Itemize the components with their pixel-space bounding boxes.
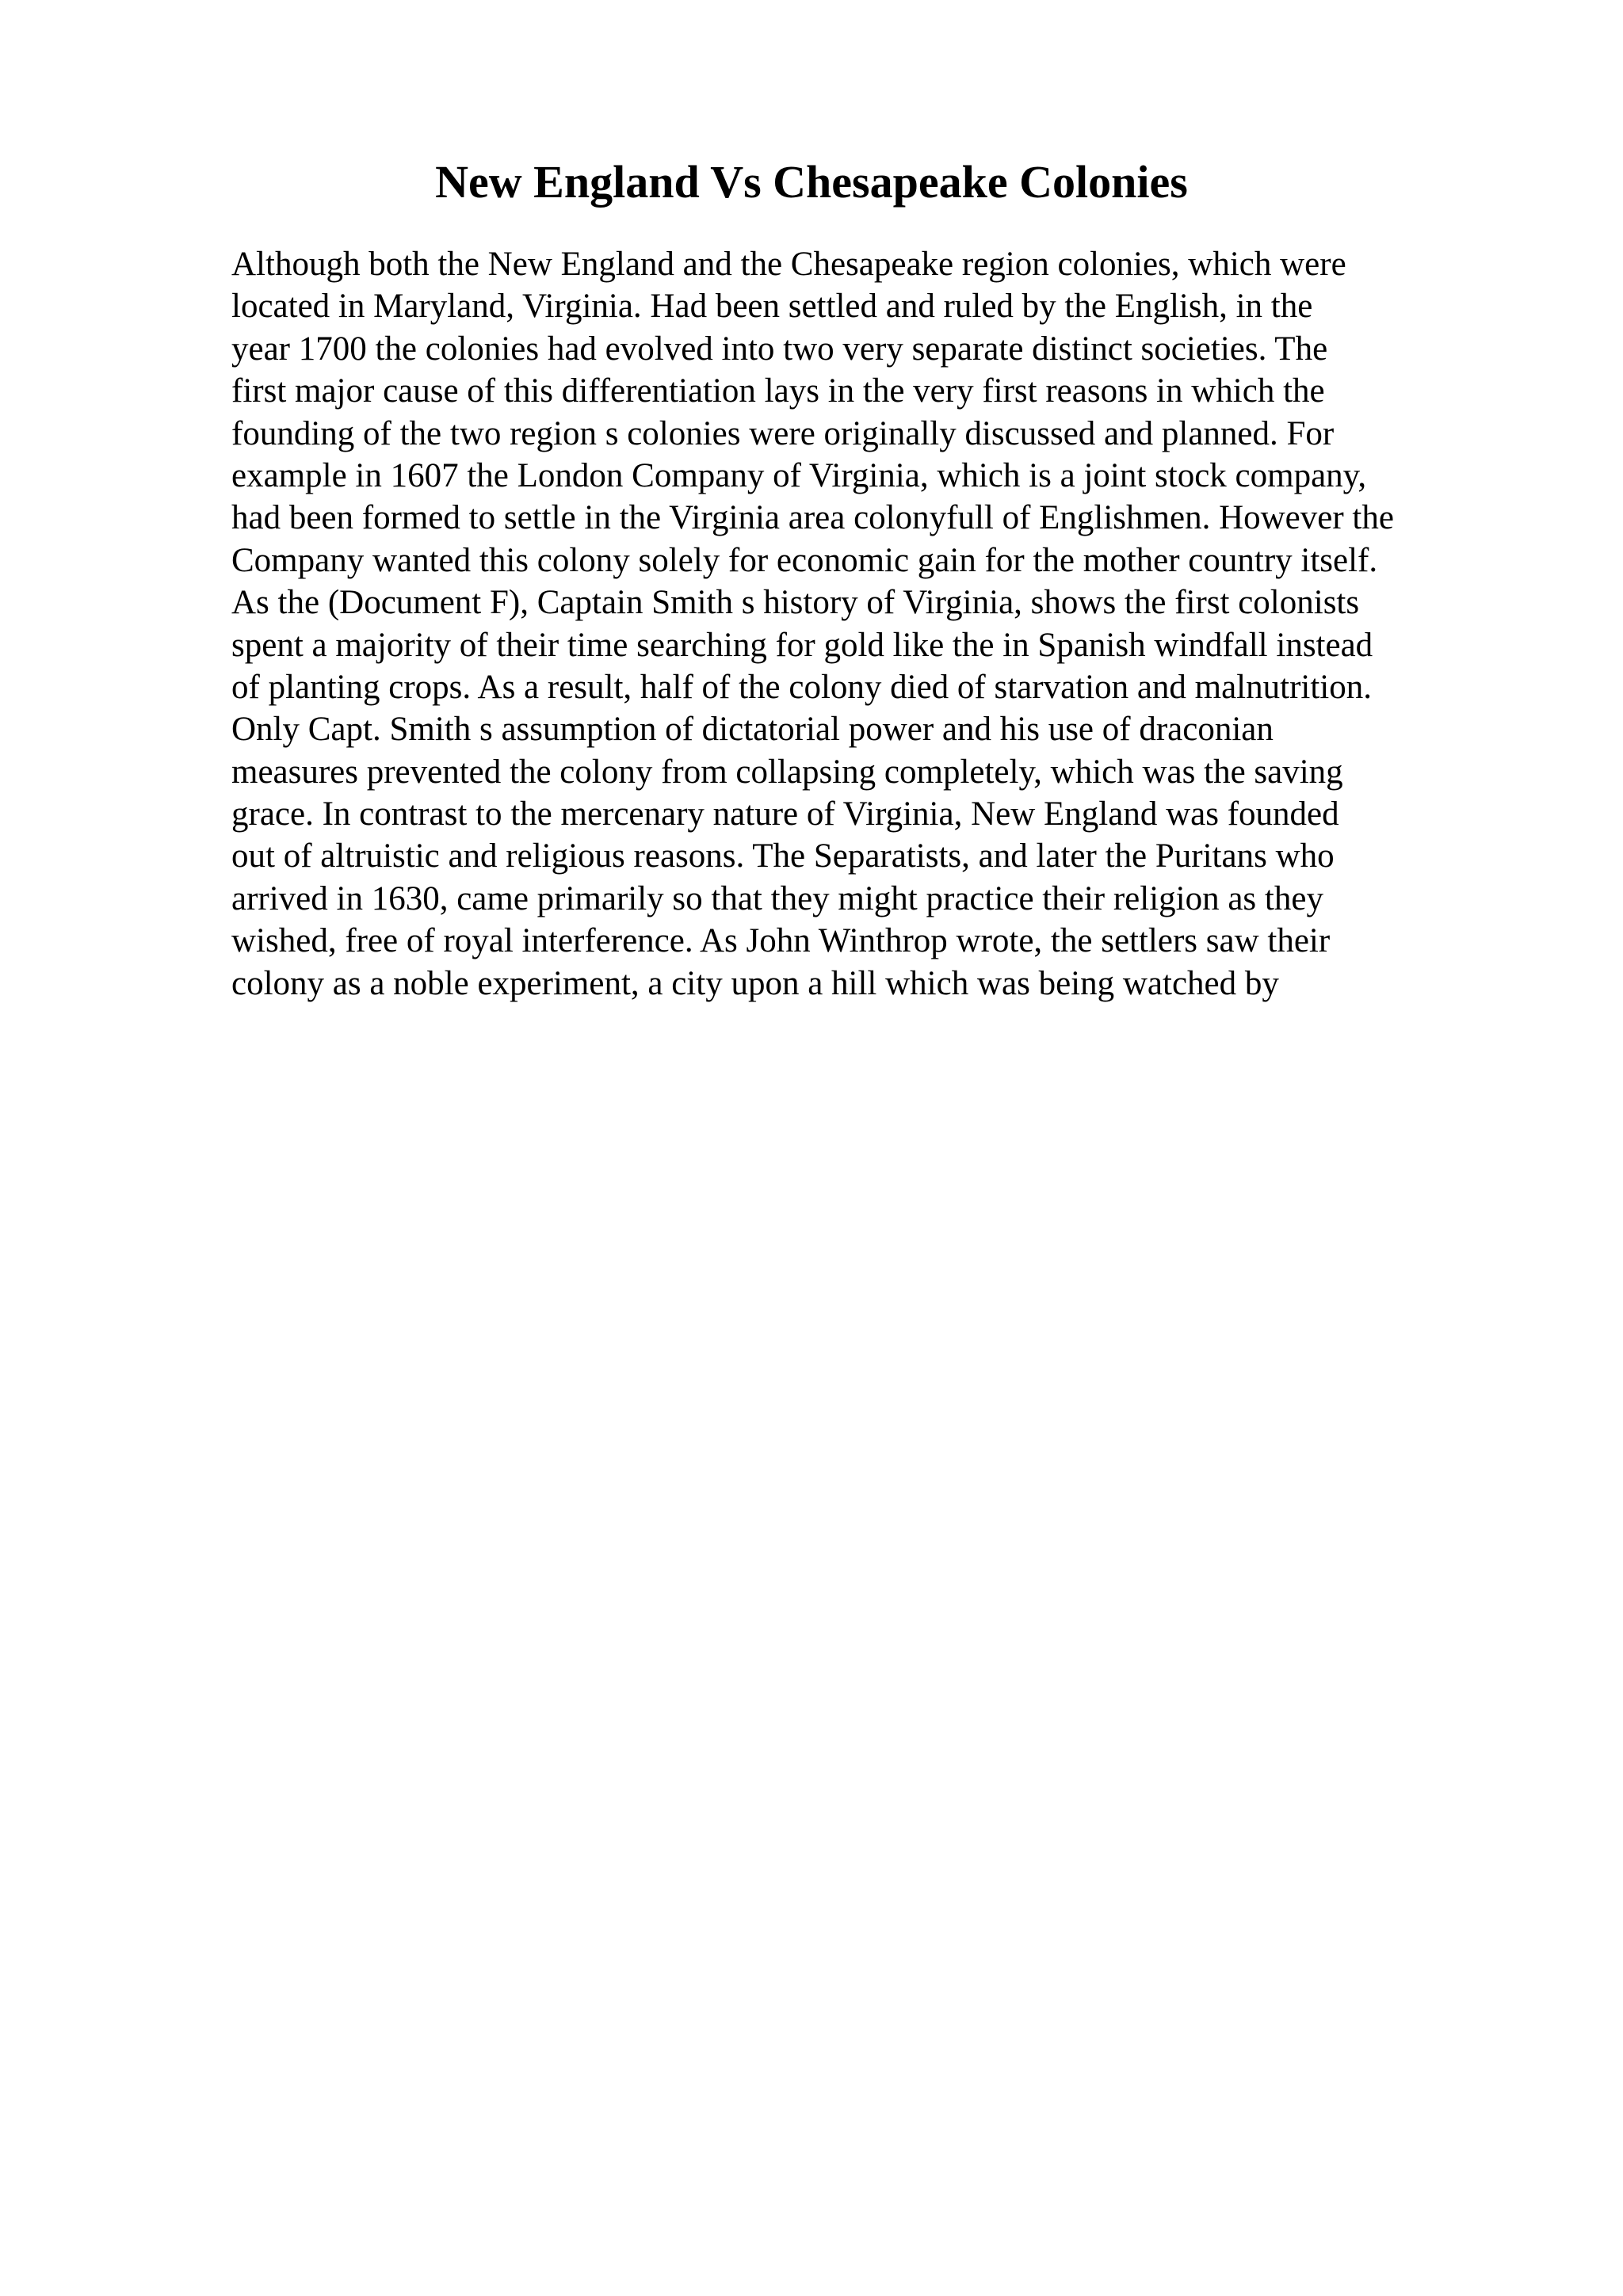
paragraph-line: grace. In contrast to the mercenary nature of Virginia, New England was founded [231, 795, 1339, 833]
paragraph-line: Only Capt. Smith s assumption of dictatorial power and his use of draconian [231, 711, 1274, 749]
paragraph-line: of planting crops. As a result, half of the colony died of starvation and malnutrition. [231, 668, 1372, 706]
paragraph-line: Although both the New England and the Chesapeake region colonies, which were [231, 246, 1346, 283]
paragraph-line: arrived in 1630, came primarily so that they might practice their religion as they [231, 879, 1323, 917]
paragraph-line: wished, free of royal interference. As John Winthrop wrote, the settlers saw their [231, 922, 1331, 960]
paragraph-line: founding of the two region s colonies were originally discussed and planned. For [231, 414, 1335, 452]
paragraph-line: spent a majority of their time searching for gold like the in Spanish windfall instead [231, 626, 1373, 664]
document-title: New England Vs Chesapeake Colonies [435, 156, 1188, 208]
body-paragraph [231, 243, 1623, 1005]
paragraph-line: As the (Document F), Captain Smith s history of Virginia, shows the first colonists [231, 584, 1360, 622]
paragraph-line: example in 1607 the London Company of Virginia, which is a joint stock company, [231, 456, 1367, 494]
paragraph-line: Company wanted this colony solely for economic gain for the mother country itself. [231, 541, 1378, 579]
paragraph-line: year 1700 the colonies had evolved into two very separate distinct societies. The [231, 330, 1328, 368]
paragraph-line: first major cause of this differentiation lays in the very first reasons in which the [231, 372, 1325, 410]
paragraph-line: out of altruistic and religious reasons. The Separatists, and later the Puritans who [231, 837, 1335, 875]
paragraph-line: measures prevented the colony from collapsing completely, which was the saving [231, 753, 1343, 791]
paragraph-line: located in Maryland, Virginia. Had been settled and ruled by the English, in the [231, 288, 1313, 326]
paragraph-line: colony as a noble experiment, a city upon a hill which was being watched by [231, 964, 1279, 1002]
paragraph-line: had been formed to settle in the Virginia area colonyfull of Englishmen. However the [231, 499, 1394, 537]
